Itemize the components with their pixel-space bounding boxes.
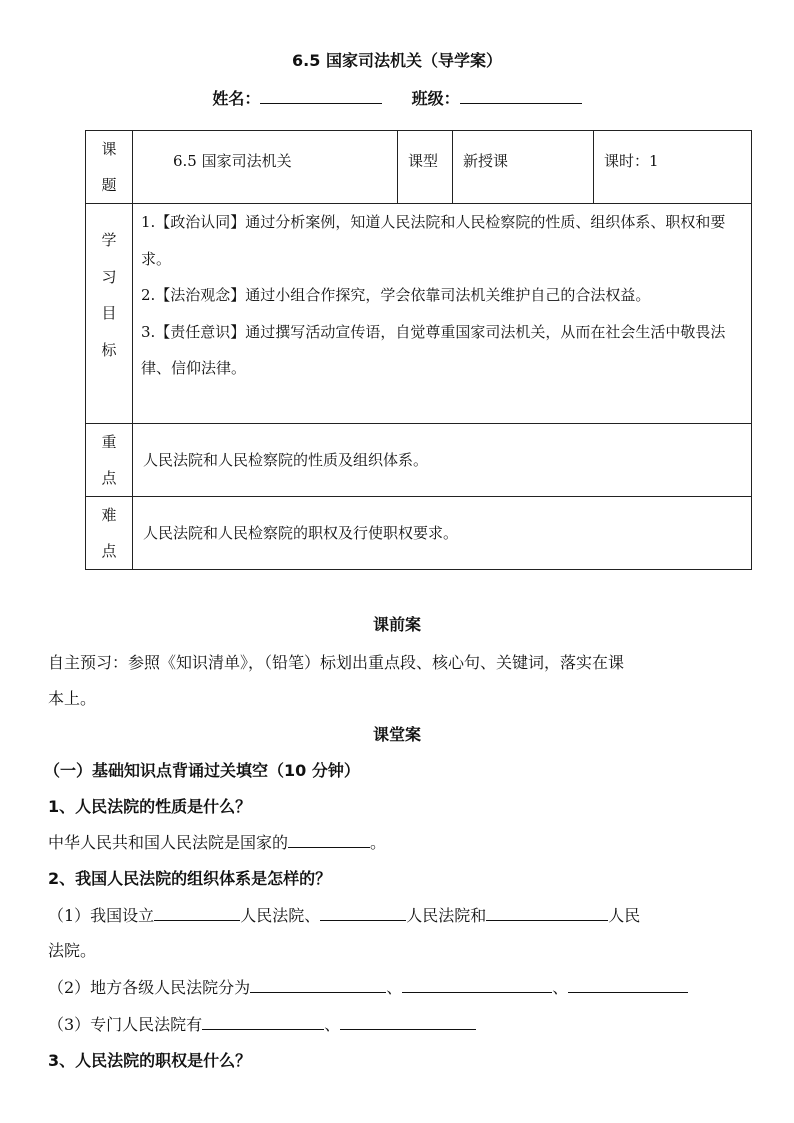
fill-blank[interactable] bbox=[340, 1013, 476, 1030]
class-label: 班级： bbox=[411, 89, 460, 108]
q1-fill-line: 中华人民共和国人民法院是国家的 。 bbox=[48, 833, 387, 852]
pre-class-line-1: 自主预习：参照《知识清单》，（铅笔）标划出重点段、核心句、关键词，落实在课 bbox=[48, 653, 625, 672]
fill-blank[interactable] bbox=[250, 976, 386, 993]
class-blank[interactable] bbox=[460, 87, 582, 104]
goals-label: 学 习 目 标 bbox=[86, 204, 133, 424]
question-1: 1、人民法院的性质是什么？ bbox=[48, 797, 252, 816]
goals-content bbox=[133, 204, 752, 424]
fill-blank[interactable] bbox=[154, 904, 240, 921]
q2-item-3: （3）专门人民法院有 、 bbox=[48, 1012, 476, 1035]
difficult-label: 难 点 bbox=[86, 497, 133, 570]
topic-label: 课 题 bbox=[86, 131, 133, 204]
key-label: 重 点 bbox=[86, 424, 133, 497]
table-row bbox=[86, 497, 752, 570]
key-content: 人民法院和人民检察院的性质及组织体系。 bbox=[133, 424, 752, 497]
q2-item-2: （2）地方各级人民法院分为 、 、 bbox=[48, 975, 688, 998]
period-value: 课时：1 bbox=[594, 131, 752, 204]
fill-blank[interactable] bbox=[320, 904, 406, 921]
section-1-heading: （一）基础知识点背诵过关填空（10 分钟） bbox=[44, 761, 360, 780]
table-row bbox=[86, 424, 752, 497]
question-3: 3、人民法院的职权是什么？ bbox=[48, 1051, 252, 1070]
fill-blank[interactable] bbox=[288, 831, 370, 848]
fill-blank[interactable] bbox=[202, 1013, 324, 1030]
pre-class-heading: 课前案 bbox=[372, 615, 421, 634]
name-blank[interactable] bbox=[260, 87, 382, 104]
q2-item-1-cont: 法院。 bbox=[48, 941, 97, 960]
fill-blank[interactable] bbox=[402, 976, 552, 993]
type-value: 新授课 bbox=[453, 131, 594, 204]
lesson-info-table bbox=[85, 130, 752, 570]
q2-item-1: （1）我国设立 人民法院、 人民法院和 人民 bbox=[48, 906, 641, 925]
page-title: 6.5 国家司法机关（导学案） bbox=[292, 51, 502, 70]
goal-item: 2.【法治观念】通过小组合作探究，学会依靠司法机关维护自己的合法权益。 bbox=[141, 286, 651, 304]
topic-value: 6.5 国家司法机关 bbox=[133, 131, 398, 204]
in-class-heading: 课堂案 bbox=[372, 725, 421, 744]
fill-blank[interactable] bbox=[568, 976, 688, 993]
type-label: 课型 bbox=[398, 131, 453, 204]
question-2: 2、我国人民法院的组织体系是怎样的？ bbox=[48, 869, 332, 888]
table-row bbox=[86, 204, 752, 424]
pre-class-line-2: 本上。 bbox=[48, 689, 97, 708]
name-label: 姓名： bbox=[212, 89, 261, 108]
table-row bbox=[86, 131, 752, 204]
fill-blank[interactable] bbox=[486, 904, 608, 921]
goal-item: 1.【政治认同】通过分析案例，知道人民法院和人民检察院的性质、组织体系、职权和要求。 bbox=[141, 213, 726, 268]
difficult-content: 人民法院和人民检察院的职权及行使职权要求。 bbox=[133, 497, 752, 570]
name-class-bar bbox=[0, 86, 794, 109]
goal-item: 3.【责任意识】通过撰写活动宣传语，自觉尊重国家司法机关，从而在社会生活中敬畏法律、信仰法律。 bbox=[141, 322, 726, 377]
